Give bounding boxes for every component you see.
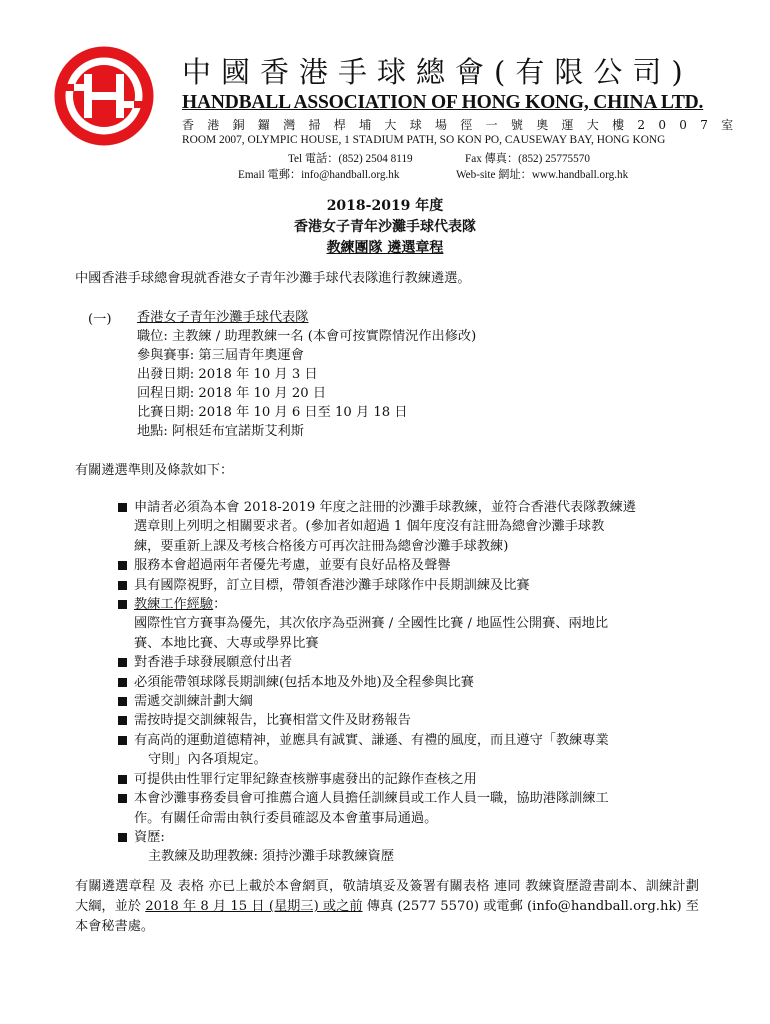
bullet-square-icon — [118, 794, 127, 803]
bullet-square-icon — [118, 561, 127, 570]
tel: Tel 電話：(852) 2504 8119 — [288, 153, 413, 165]
bullet-square-icon — [118, 600, 127, 609]
list-item: 教練工作經驗： 國際性官方賽事為優先，其次依序為亞洲賽 / 全國性比賽 / 地區性公開賽、兩地比 賽、本地比賽、大專或學界比賽 — [118, 595, 700, 653]
handball-association-logo-icon — [52, 44, 156, 148]
section-heading: 香港女子青年沙灘手球代表隊 — [137, 310, 309, 325]
detail-line: 出發日期: 2018 年 10 月 3 日 — [137, 367, 318, 382]
list-item: 資歷: 主教練及助理教練: 須持沙灘手球教練資歷 — [118, 828, 700, 867]
list-item: 需遞交訓練計劃大綱 — [118, 692, 700, 711]
list-item: 對香港手球發展願意付出者 — [118, 653, 700, 672]
bullet-square-icon — [118, 581, 127, 590]
bullet-square-icon — [118, 697, 127, 706]
criteria-list — [118, 498, 700, 867]
detail-line: 比賽日期: 2018 年 10 月 6 日至 10 月 18 日 — [137, 405, 408, 420]
bullet-square-icon — [118, 716, 127, 725]
bullet-square-icon — [118, 678, 127, 687]
list-item: 申請者必須為本會 2018-2019 年度之註冊的沙灘手球教練，並符合香港代表隊教練遴 選章則上列明之相關要求者。(參加者如超過 1 個年度沒有註冊為總會沙灘手球教 練，要重新上課及考核合格後方可再次註冊為總會沙灘手球教練) — [118, 498, 700, 556]
section-details — [137, 308, 476, 441]
title-subject: 教練團隊 遴選章程 — [326, 240, 444, 256]
address-cn: 香港銅鑼灣掃桿埔大球場徑一號奧運大樓2007室 — [182, 118, 747, 132]
fax: Fax 傳真：(852) 25775570 — [465, 153, 590, 165]
section-label: (一) — [88, 312, 112, 327]
list-item: 有高尚的運動道德精神，並應具有誠實、謙遜、有禮的風度，而且遵守「教練專業 守則」內各項規定。 — [118, 731, 700, 770]
title-team: 香港女子青年沙灘手球代表隊 — [294, 219, 476, 235]
detail-line: 回程日期: 2018 年 10 月 20 日 — [137, 386, 327, 401]
detail-line: 參與賽事: 第三屆青年奧運會 — [137, 348, 304, 363]
intro-paragraph: 中國香港手球總會現就香港女子青年沙灘手球代表隊進行教練遴選。 — [75, 271, 471, 286]
bullet-square-icon — [118, 775, 127, 784]
address-en: ROOM 2007, OLYMPIC HOUSE, 1 STADIUM PATH, SO KON PO, CAUSEWAY BAY, HONG KONG — [182, 134, 666, 146]
email: Email 電郵：info@handball.org.hk — [238, 169, 400, 181]
bullet-square-icon — [118, 658, 127, 667]
document-title — [0, 196, 770, 259]
bullet-square-icon — [118, 833, 127, 842]
list-item: 可提供由性罪行定罪紀錄查核辦事處發出的記錄作查核之用 — [118, 770, 700, 789]
list-item: 本會沙灘事務委員會可推薦合適人員擔任訓練員或工作人員一職，協助港隊訓練工 作。有關任命需由執行委員確認及本會董事局通過。 — [118, 789, 700, 828]
list-item: 服務本會超過兩年者優先考慮，並要有良好品格及聲譽 — [118, 556, 700, 575]
website: Web-site 網址：www.handball.org.hk — [456, 169, 629, 181]
bullet-square-icon — [118, 736, 127, 745]
list-item: 需按時提交訓練報告，比賽相當文件及財務報告 — [118, 711, 700, 730]
org-name-cn: 中國香港手球總會(有限公司) — [182, 55, 693, 89]
closing-paragraph: 有關遴選章程 及 表格 亦已上載於本會網頁，敬請填妥及簽署有關表格 連同 教練資歷證書副本、訓練計劃大綱，並於 2018 年 8 月 15 日 (星期三) 或之前 傳真 (2577 5570) 或電郵 (info@handball.org.hk) 至本會秘書處。 — [75, 879, 699, 934]
list-item: 必須能帶領球隊長期訓練(包括本地及外地)及全程參與比賽 — [118, 673, 700, 692]
list-item: 具有國際視野，訂立目標，帶領香港沙灘手球隊作中長期訓練及比賽 — [118, 576, 700, 595]
criteria-intro: 有關遴選準則及條款如下： — [75, 463, 234, 478]
org-name-en: HANDBALL ASSOCIATION OF HONG KONG, CHINA LTD. — [182, 92, 704, 113]
detail-line: 職位: 主教練 / 助理教練一名 (本會可按實際情況作出修改) — [137, 329, 477, 344]
detail-line: 地點: 阿根廷布宜諾斯艾利斯 — [137, 424, 304, 439]
title-year: 2018-2019 年度 — [326, 198, 444, 214]
bullet-square-icon — [118, 503, 127, 512]
deadline: 2018 年 8 月 15 日 (星期三) 或之前 — [145, 899, 363, 914]
